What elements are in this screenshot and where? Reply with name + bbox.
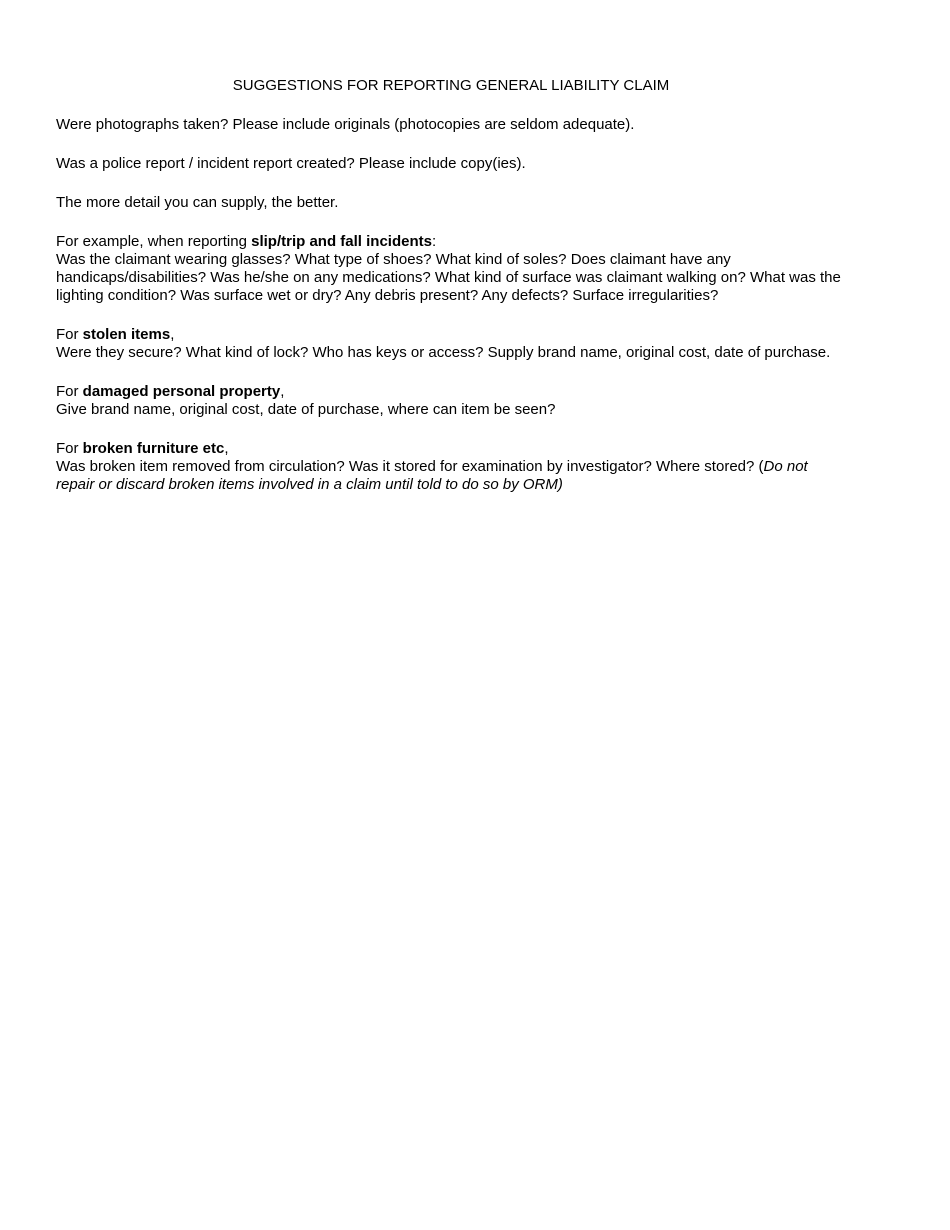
slip-trip-after: : (431, 233, 437, 250)
broken-furniture-italic-note: Do not repair or discard broken items involved in a claim until told to do so by ORM) (56, 458, 808, 493)
damaged-property-after: , (280, 383, 285, 400)
broken-furniture-section (56, 440, 846, 494)
damaged-property-bold: damaged personal property (82, 383, 281, 400)
slip-trip-bold: slip/trip and fall incidents (251, 233, 432, 250)
slip-trip-intro: For example, when reporting (56, 233, 252, 250)
broken-furniture-heading (56, 440, 846, 458)
slip-trip-section (56, 233, 846, 305)
damaged-property-intro: For (56, 383, 83, 400)
stolen-items-heading (56, 326, 846, 344)
broken-furniture-text: Was broken item removed from circulation? Was it stored for examination by investigator? Where stored? ( (56, 458, 764, 475)
stolen-items-intro: For (56, 326, 83, 343)
damaged-property-heading (56, 383, 846, 401)
broken-furniture-after: , (224, 440, 229, 457)
document-body (56, 77, 846, 515)
stolen-items-section (56, 326, 846, 362)
slip-trip-heading (56, 233, 846, 251)
stolen-items-bold: stolen items (82, 326, 171, 343)
stolen-items-body: Were they secure? What kind of lock? Who has keys or access? Supply brand name, original cost, date of purchase. (56, 344, 831, 361)
slip-trip-body: Was the claimant wearing glasses? What type of shoes? What kind of soles? Does claimant have any handicaps/disabilities? Was he/she on any medications? What kind of surface was claimant walking on? What was the lighting condition? Was surface wet or dry? Any debris present? Any defects? Surface irregularities? (56, 251, 841, 304)
broken-furniture-bold: broken furniture etc (82, 440, 225, 457)
photos-paragraph: Were photographs taken? Please include originals (photocopies are seldom adequate). (56, 116, 635, 133)
broken-furniture-body (56, 458, 846, 494)
document-title: SUGGESTIONS FOR REPORTING GENERAL LIABILITY CLAIM (232, 77, 670, 94)
detail-paragraph: The more detail you can supply, the better. (56, 194, 339, 211)
damaged-property-section (56, 383, 846, 419)
damaged-property-body: Give brand name, original cost, date of purchase, where can item be seen? (56, 401, 556, 418)
broken-furniture-intro: For (56, 440, 83, 457)
police-report-paragraph: Was a police report / incident report created? Please include copy(ies). (56, 155, 526, 172)
stolen-items-after: , (170, 326, 175, 343)
